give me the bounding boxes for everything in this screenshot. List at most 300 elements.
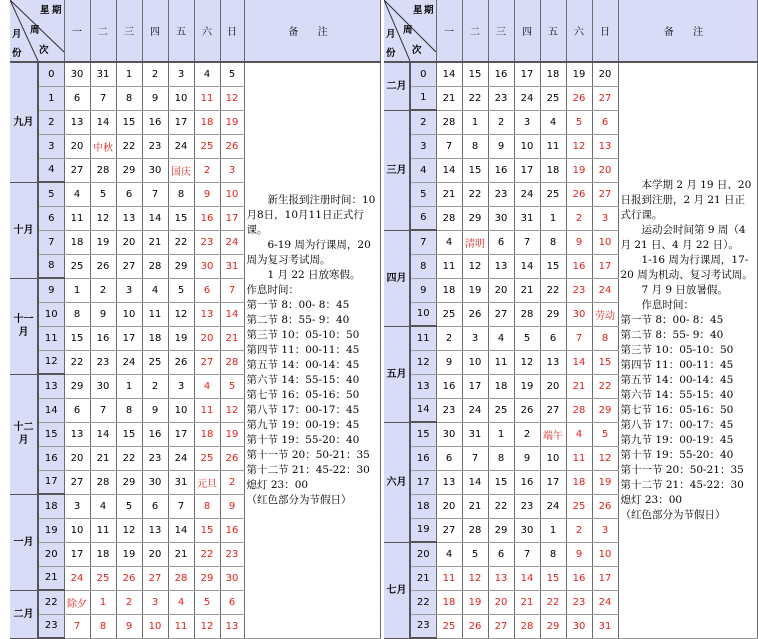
day-cell: 31 <box>90 62 116 86</box>
weekday-wed: 三 <box>116 0 142 62</box>
day-cell: 5 <box>116 494 142 518</box>
day-cell: 28 <box>168 566 194 590</box>
day-cell: 14 <box>168 518 194 542</box>
note-line: 第八节 17：00-17：45 <box>620 418 734 431</box>
day-cell: 23 <box>436 398 462 422</box>
note-line: 第三节 10：05-10：50 <box>620 343 734 356</box>
day-cell: 11 <box>194 86 220 110</box>
day-cell: 4 <box>168 590 194 614</box>
day-cell: 30 <box>64 62 90 86</box>
day-cell: 9 <box>142 398 168 422</box>
day-cell: 4 <box>566 422 592 446</box>
day-cell: 12 <box>90 206 116 230</box>
day-cell: 22 <box>462 86 488 110</box>
day-cell: 14 <box>220 302 244 326</box>
day-cell: 22 <box>64 350 90 374</box>
day-cell: 8 <box>116 398 142 422</box>
day-cell: 16 <box>90 326 116 350</box>
day-cell: 8 <box>90 614 116 638</box>
day-cell: 9 <box>194 182 220 206</box>
day-cell: 20 <box>142 542 168 566</box>
day-cell: 14 <box>142 206 168 230</box>
day-cell: 13 <box>436 470 462 494</box>
day-cell: 6 <box>64 398 90 422</box>
week-number: 10 <box>38 302 64 326</box>
day-cell: 15 <box>194 518 220 542</box>
day-cell: 22 <box>116 446 142 470</box>
note-line: 熄灯 23：00 <box>620 493 683 506</box>
day-cell: 15 <box>116 422 142 446</box>
header-corner <box>10 0 64 62</box>
weekday-sun: 日 <box>592 0 618 62</box>
note-line: 新生报到注册时间：10月8日，10月11日正式行课。 <box>246 193 376 236</box>
note-line: 6-19 周为行课周，20周为复习考试周。 <box>246 238 371 266</box>
note-line: 7 月 9 日放暑假。 <box>641 283 728 296</box>
note-line: 1-16 周为行课周，17-20 周为机动、复习考试周。 <box>620 253 753 281</box>
day-cell: 18 <box>436 278 462 302</box>
day-cell: 27 <box>142 566 168 590</box>
day-cell: 18 <box>194 110 220 134</box>
day-cell: 17 <box>168 110 194 134</box>
day-cell: 26 <box>168 350 194 374</box>
day-cell: 28 <box>220 350 244 374</box>
day-cell: 23 <box>488 182 514 206</box>
week-number: 11 <box>410 326 436 350</box>
day-cell: 2 <box>142 374 168 398</box>
day-cell: 6 <box>194 278 220 302</box>
weekday-thu: 四 <box>142 0 168 62</box>
day-cell: 15 <box>64 326 90 350</box>
note-line: 第七节 16：05-16：50 <box>620 403 734 416</box>
day-cell: 10 <box>462 350 488 374</box>
day-cell: 6 <box>488 542 514 566</box>
note-line: 第九节 19：00-19：45 <box>620 433 734 446</box>
day-cell: 22 <box>116 134 142 158</box>
day-cell: 3 <box>514 110 540 134</box>
day-cell: 9 <box>566 542 592 566</box>
day-cell: 16 <box>566 254 592 278</box>
week-number: 17 <box>410 470 436 494</box>
week-number: 2 <box>410 110 436 134</box>
day-cell: 2 <box>566 206 592 230</box>
day-cell: 6 <box>540 326 566 350</box>
day-cell: 25 <box>142 350 168 374</box>
day-cell: 30 <box>566 302 592 326</box>
month-label: 四月 <box>384 230 410 326</box>
day-cell: 22 <box>194 542 220 566</box>
note-line: 第一节 8：00- 8：45 <box>246 298 350 311</box>
note-line: 第五节 14：00-14：45 <box>620 373 734 386</box>
day-cell: 13 <box>64 422 90 446</box>
day-cell: 17 <box>462 374 488 398</box>
day-cell: 30 <box>142 470 168 494</box>
day-cell: 3 <box>116 278 142 302</box>
day-cell: 21 <box>142 230 168 254</box>
day-cell: 23 <box>90 350 116 374</box>
day-cell: 4 <box>436 542 462 566</box>
day-cell: 5 <box>194 590 220 614</box>
day-cell: 6 <box>488 230 514 254</box>
day-cell: 1 <box>116 374 142 398</box>
week-number: 7 <box>410 230 436 254</box>
day-cell: 31 <box>462 422 488 446</box>
week-number: 3 <box>410 134 436 158</box>
day-cell: 8 <box>194 494 220 518</box>
corner-label-yue: 月 <box>386 29 396 40</box>
day-cell: 2 <box>436 326 462 350</box>
day-cell: 27 <box>488 302 514 326</box>
day-cell: 10 <box>592 542 618 566</box>
day-cell: 22 <box>462 182 488 206</box>
day-cell: 20 <box>592 62 618 86</box>
month-label: 二月 <box>384 62 410 110</box>
note-line: 运动会时间第 9 周（4 月 21 日、4 月 22 日）。 <box>620 223 746 251</box>
day-cell: 13 <box>142 518 168 542</box>
note-line: 第八节 17：00-17：45 <box>246 403 360 416</box>
week-number: 0 <box>410 62 436 86</box>
week-number: 5 <box>38 182 64 206</box>
week-number: 6 <box>410 206 436 230</box>
day-cell: 8 <box>168 182 194 206</box>
day-cell: 18 <box>540 158 566 182</box>
notes-header: 备 注 <box>244 0 380 62</box>
day-cell: 17 <box>592 566 618 590</box>
weekday-sat: 六 <box>194 0 220 62</box>
weekday-mon: 一 <box>436 0 462 62</box>
day-cell: 30 <box>514 518 540 542</box>
day-cell: 9 <box>488 134 514 158</box>
day-cell: 3 <box>462 326 488 350</box>
weekday-thu: 四 <box>514 0 540 62</box>
day-cell: 12 <box>220 86 244 110</box>
note-line: 第九节 19：00-19：45 <box>246 418 360 431</box>
day-cell: 18 <box>142 326 168 350</box>
day-cell: 14 <box>90 110 116 134</box>
week-number: 17 <box>38 470 64 494</box>
day-cell: 25 <box>194 134 220 158</box>
day-cell: 28 <box>514 614 540 638</box>
week-number: 4 <box>38 158 64 182</box>
day-cell: 17 <box>514 62 540 86</box>
note-line: 第一节 8：00- 8：45 <box>620 313 724 326</box>
day-cell: 3 <box>64 494 90 518</box>
day-cell: 29 <box>540 302 566 326</box>
day-cell: 14 <box>566 350 592 374</box>
day-cell: 25 <box>64 254 90 278</box>
day-cell: 18 <box>64 230 90 254</box>
day-cell: 19 <box>566 158 592 182</box>
calendar-body <box>384 62 757 638</box>
note-line: 熄灯 23：00 <box>246 478 309 491</box>
week-number: 14 <box>410 398 436 422</box>
month-label: 九月 <box>10 62 38 182</box>
note-line: 第二节 8：55- 9：40 <box>246 313 350 326</box>
day-cell: 3 <box>220 158 244 182</box>
calendar-body <box>10 62 380 638</box>
day-cell: 10 <box>220 182 244 206</box>
corner-label-zhou: 周 <box>403 25 413 36</box>
day-cell: 29 <box>592 398 618 422</box>
day-cell: 7 <box>168 494 194 518</box>
day-cell: 24 <box>168 446 194 470</box>
day-cell: 9 <box>90 302 116 326</box>
day-cell: 7 <box>90 398 116 422</box>
month-label: 三月 <box>384 110 410 230</box>
note-line: 第十一节 20：50-21：35 <box>620 463 744 476</box>
note-line: 1 月 22 日放寒假。 <box>267 268 361 281</box>
day-cell: 29 <box>540 614 566 638</box>
note-line: 第十二节 21：45-22：30 <box>246 463 370 476</box>
calendar-header <box>10 0 380 62</box>
week-number: 23 <box>410 614 436 638</box>
day-cell: 30 <box>220 566 244 590</box>
week-number: 22 <box>38 590 64 614</box>
day-cell: 25 <box>436 302 462 326</box>
day-cell: 6 <box>64 86 90 110</box>
day-cell: 25 <box>90 566 116 590</box>
day-cell: 15 <box>116 110 142 134</box>
day-cell: 24 <box>514 86 540 110</box>
day-cell: 31 <box>168 470 194 494</box>
week-number: 11 <box>38 326 64 350</box>
day-cell: 21 <box>514 278 540 302</box>
day-cell: 5 <box>462 542 488 566</box>
week-number: 19 <box>410 518 436 542</box>
day-cell: 4 <box>540 110 566 134</box>
month-label: 五月 <box>384 326 410 422</box>
day-cell: 26 <box>514 398 540 422</box>
day-cell: 端午 <box>540 422 566 446</box>
day-cell: 26 <box>116 566 142 590</box>
day-cell: 27 <box>116 254 142 278</box>
weekday-sun: 日 <box>220 0 244 62</box>
day-cell: 3 <box>168 62 194 86</box>
day-cell: 5 <box>514 326 540 350</box>
note-line: 第十节 19：55-20：40 <box>246 433 360 446</box>
note-line: 第四节 11：00-11：45 <box>620 358 734 371</box>
weekday-tue: 二 <box>90 0 116 62</box>
day-cell: 28 <box>514 302 540 326</box>
day-cell: 12 <box>566 134 592 158</box>
corner-label-qi: 期 <box>424 5 434 16</box>
day-cell: 24 <box>462 398 488 422</box>
day-cell: 13 <box>220 614 244 638</box>
week-row <box>384 62 757 86</box>
day-cell: 28 <box>436 110 462 134</box>
day-cell: 24 <box>514 182 540 206</box>
day-cell: 7 <box>462 446 488 470</box>
day-cell: 11 <box>90 518 116 542</box>
note-line: （红色部分为节假日） <box>246 493 352 506</box>
day-cell: 20 <box>64 446 90 470</box>
day-cell: 2 <box>142 62 168 86</box>
day-cell: 8 <box>540 230 566 254</box>
day-cell: 7 <box>142 182 168 206</box>
day-cell: 25 <box>436 614 462 638</box>
day-cell: 16 <box>488 158 514 182</box>
day-cell: 13 <box>488 254 514 278</box>
day-cell: 29 <box>64 374 90 398</box>
day-cell: 9 <box>514 446 540 470</box>
month-label: 六月 <box>384 422 410 542</box>
week-number: 12 <box>410 350 436 374</box>
day-cell: 6 <box>116 182 142 206</box>
day-cell: 元旦 <box>194 470 220 494</box>
corner-label-xing: 星 <box>413 5 423 16</box>
day-cell: 17 <box>592 254 618 278</box>
week-row <box>10 62 380 86</box>
day-cell: 27 <box>194 350 220 374</box>
day-cell: 15 <box>540 254 566 278</box>
day-cell: 30 <box>90 374 116 398</box>
month-label: 十二月 <box>10 374 38 494</box>
week-number: 2 <box>38 110 64 134</box>
month-label: 一月 <box>10 494 38 590</box>
day-cell: 27 <box>436 518 462 542</box>
day-cell: 23 <box>142 446 168 470</box>
weekday-sat: 六 <box>566 0 592 62</box>
month-label: 七月 <box>384 542 410 638</box>
day-cell: 19 <box>462 278 488 302</box>
day-cell: 28 <box>90 158 116 182</box>
day-cell: 11 <box>488 350 514 374</box>
weekday-fri: 五 <box>168 0 194 62</box>
day-cell: 18 <box>194 422 220 446</box>
day-cell: 24 <box>220 230 244 254</box>
day-cell: 4 <box>142 278 168 302</box>
day-cell: 19 <box>168 326 194 350</box>
notes-header: 备 注 <box>618 0 757 62</box>
day-cell: 28 <box>90 470 116 494</box>
day-cell: 12 <box>462 566 488 590</box>
day-cell: 28 <box>436 206 462 230</box>
day-cell: 27 <box>64 158 90 182</box>
week-number: 13 <box>38 374 64 398</box>
day-cell: 19 <box>514 374 540 398</box>
day-cell: 21 <box>514 590 540 614</box>
day-cell: 12 <box>220 398 244 422</box>
day-cell: 5 <box>220 374 244 398</box>
day-cell: 15 <box>168 206 194 230</box>
week-number: 23 <box>38 614 64 638</box>
month-label: 十一月 <box>10 278 38 374</box>
day-cell: 1 <box>540 206 566 230</box>
day-cell: 2 <box>514 422 540 446</box>
day-cell: 18 <box>566 470 592 494</box>
week-number: 19 <box>38 518 64 542</box>
day-cell: 6 <box>142 494 168 518</box>
day-cell: 27 <box>592 182 618 206</box>
weekday-mon: 一 <box>64 0 90 62</box>
day-cell: 29 <box>116 470 142 494</box>
day-cell: 23 <box>142 134 168 158</box>
calendar-header <box>384 0 757 62</box>
day-cell: 21 <box>462 494 488 518</box>
day-cell: 10 <box>168 398 194 422</box>
day-cell: 除夕 <box>64 590 90 614</box>
day-cell: 10 <box>168 86 194 110</box>
week-number: 3 <box>38 134 64 158</box>
day-cell: 1 <box>462 110 488 134</box>
day-cell: 3 <box>592 518 618 542</box>
day-cell: 中秋 <box>90 134 116 158</box>
day-cell: 27 <box>592 86 618 110</box>
day-cell: 13 <box>64 110 90 134</box>
day-cell: 14 <box>436 62 462 86</box>
day-cell: 13 <box>194 302 220 326</box>
day-cell: 24 <box>168 134 194 158</box>
day-cell: 10 <box>64 518 90 542</box>
day-cell: 27 <box>64 470 90 494</box>
day-cell: 6 <box>436 446 462 470</box>
day-cell: 30 <box>488 206 514 230</box>
day-cell: 16 <box>142 110 168 134</box>
day-cell: 3 <box>142 590 168 614</box>
day-cell: 20 <box>116 230 142 254</box>
note-line: 第七节 16：05-16：50 <box>246 388 360 401</box>
week-number: 7 <box>38 230 64 254</box>
day-cell: 16 <box>436 374 462 398</box>
day-cell: 17 <box>514 158 540 182</box>
day-cell: 22 <box>168 230 194 254</box>
day-cell: 15 <box>592 350 618 374</box>
day-cell: 22 <box>540 590 566 614</box>
day-cell: 18 <box>436 590 462 614</box>
day-cell: 26 <box>220 446 244 470</box>
day-cell: 14 <box>90 422 116 446</box>
day-cell: 8 <box>64 302 90 326</box>
day-cell: 25 <box>540 86 566 110</box>
day-cell: 4 <box>436 230 462 254</box>
day-cell: 26 <box>566 182 592 206</box>
day-cell: 8 <box>462 134 488 158</box>
corner-label-xing: 星 <box>40 5 50 16</box>
day-cell: 11 <box>540 134 566 158</box>
day-cell: 19 <box>220 422 244 446</box>
day-cell: 8 <box>540 542 566 566</box>
day-cell: 15 <box>462 62 488 86</box>
corner-label-qi: 期 <box>52 5 62 16</box>
week-number: 20 <box>38 542 64 566</box>
month-label: 二月 <box>10 590 38 638</box>
week-number: 22 <box>410 590 436 614</box>
day-cell: 28 <box>462 518 488 542</box>
day-cell: 9 <box>220 494 244 518</box>
day-cell: 14 <box>462 470 488 494</box>
day-cell: 1 <box>540 518 566 542</box>
day-cell: 9 <box>142 86 168 110</box>
day-cell: 4 <box>488 326 514 350</box>
day-cell: 18 <box>540 62 566 86</box>
day-cell: 18 <box>90 542 116 566</box>
day-cell: 12 <box>194 614 220 638</box>
week-number: 1 <box>38 86 64 110</box>
day-cell: 10 <box>592 230 618 254</box>
day-cell: 23 <box>566 590 592 614</box>
day-cell: 22 <box>488 494 514 518</box>
day-cell: 2 <box>194 158 220 182</box>
day-cell: 11 <box>436 566 462 590</box>
day-cell: 5 <box>168 278 194 302</box>
day-cell: 1 <box>64 278 90 302</box>
day-cell: 13 <box>592 134 618 158</box>
day-cell: 20 <box>540 374 566 398</box>
week-number: 15 <box>38 422 64 446</box>
day-cell: 26 <box>462 614 488 638</box>
weekday-wed: 三 <box>488 0 514 62</box>
day-cell: 31 <box>514 206 540 230</box>
day-cell: 14 <box>514 254 540 278</box>
